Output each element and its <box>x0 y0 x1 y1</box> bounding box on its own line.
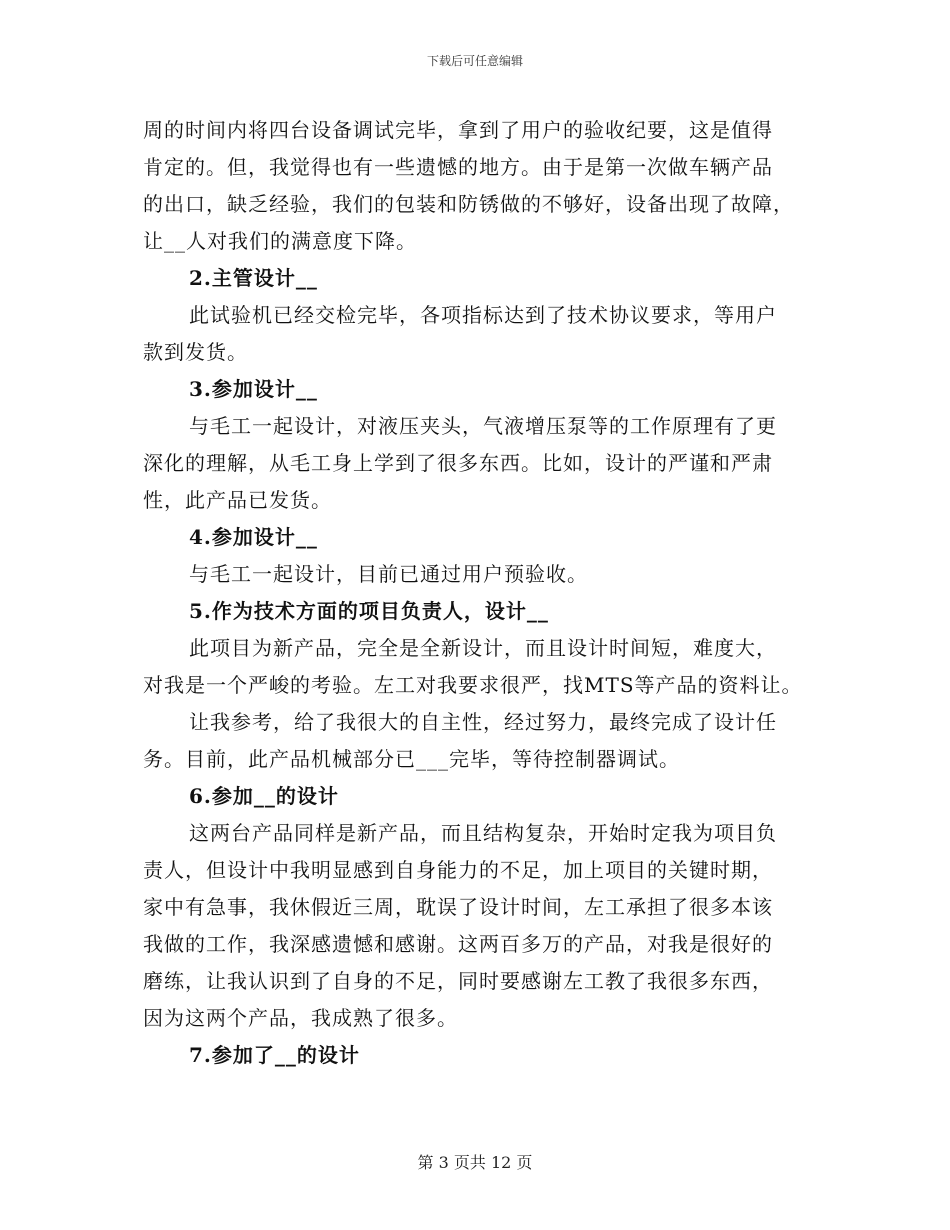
paragraph-first-line: 这两台产品同样是新产品，而且结构复杂，开始时定我为项目负 <box>189 821 777 845</box>
paragraph-line: 因为这两个产品，我成熟了很多。 <box>143 1006 458 1030</box>
paragraph-first-line: 此试验机已经交检完毕，各项指标达到了技术协议要求，等用户 <box>189 303 777 327</box>
paragraph-line: 务。目前，此产品机械部分已___完毕，等待控制器调试。 <box>143 747 680 771</box>
section-heading: 3.参加设计__ <box>189 377 318 401</box>
page-footer-page-number: 第 3 页共 12 页 <box>417 1153 533 1172</box>
paragraph-line: 家中有急事，我休假近三周，耽误了设计时间，左工承担了很多本该 <box>143 895 773 919</box>
paragraph-line: 对我是一个严峻的考验。左工对我要求很严，找MTS等产品的资料让。 <box>143 673 803 697</box>
section-heading: 5.作为技术方面的项目负责人，设计__ <box>189 599 549 623</box>
paragraph-line: 肯定的。但，我觉得也有一些遗憾的地方。由于是第一次做车辆产品 <box>143 155 773 179</box>
paragraph-line: 的出口，缺乏经验，我们的包装和防锈做的不够好，设备出现了故障， <box>143 192 794 216</box>
section-heading: 2.主管设计__ <box>189 266 318 290</box>
section-heading: 6.参加__的设计 <box>189 784 339 808</box>
paragraph-line: 性，此产品已发货。 <box>143 488 332 512</box>
paragraph-line: 让__人对我们的满意度下降。 <box>143 229 417 253</box>
paragraph-first-line: 与毛工一起设计，对液压夹头，气液增压泵等的工作原理有了更 <box>189 414 777 438</box>
page-header: 下载后可任意编辑 <box>426 54 523 68</box>
document-body <box>143 112 809 1074</box>
paragraph-line: 周的时间内将四台设备调试完毕，拿到了用户的验收纪要，这是值得 <box>143 118 773 142</box>
section-heading: 4.参加设计__ <box>189 525 318 549</box>
section-heading: 7.参加了__的设计 <box>189 1043 360 1067</box>
paragraph-line: 磨练，让我认识到了自身的不足，同时要感谢左工教了我很多东西， <box>143 969 773 993</box>
paragraph-line: 款到发货。 <box>143 340 248 364</box>
paragraph-line: 责人，但设计中我明显感到自身能力的不足，加上项目的关键时期， <box>143 858 773 882</box>
paragraph-first-line: 此项目为新产品，完全是全新设计，而且设计时间短，难度大， <box>189 636 777 660</box>
paragraph-line: 我做的工作，我深感遗憾和感谢。这两百多万的产品，对我是很好的 <box>143 932 773 956</box>
paragraph-line: 深化的理解，从毛工身上学到了很多东西。比如，设计的严谨和严肃 <box>143 451 773 475</box>
paragraph-first-line: 让我参考，给了我很大的自主性，经过努力，最终完成了设计任 <box>189 710 777 734</box>
paragraph-first-line: 与毛工一起设计，目前已通过用户预验收。 <box>189 562 588 586</box>
